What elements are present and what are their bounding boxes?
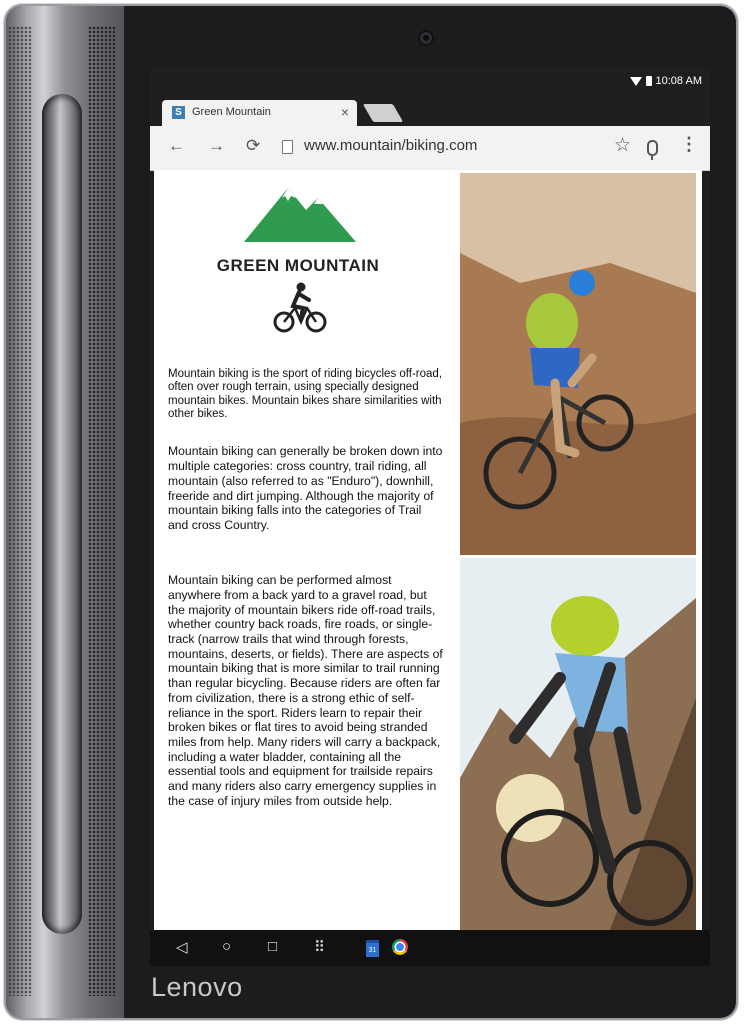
site-brand-title: GREEN MOUNTAIN xyxy=(216,256,380,275)
article-paragraph-intro: Mountain biking is the sport of riding bicycles off-road, often over rough terrain, using specially designed mountain bikes. Mountain bikes share similarities with other bikes. xyxy=(168,367,443,421)
tab-title: Green Mountain xyxy=(192,106,271,118)
browser-tab-strip xyxy=(150,96,710,126)
tablet-device xyxy=(6,6,736,1018)
battery-icon xyxy=(646,76,652,86)
forward-arrow-icon[interactable]: → xyxy=(208,136,225,155)
speaker-bar xyxy=(6,6,124,1018)
article-paragraph-categories: Mountain biking can generally be broken down into multiple categories: cross country, trail riding, all mountain (also referred to as "Enduro"), downhill, freeride and dirt jumping. Although the majority of mountain biking falls into the categories of Trail and cross Country. xyxy=(168,444,443,533)
nav-recents-icon[interactable]: □ xyxy=(268,938,278,955)
speaker-grille-left xyxy=(8,26,32,996)
nav-home-icon[interactable]: ○ xyxy=(222,938,232,955)
browser-tab[interactable] xyxy=(162,100,357,126)
web-page-content xyxy=(154,170,702,930)
back-arrow-icon[interactable]: ← xyxy=(168,136,185,155)
tablet-screen xyxy=(150,68,710,966)
reload-icon[interactable]: ⟳ xyxy=(246,136,261,155)
status-time: 10:08 AM xyxy=(655,75,702,87)
new-tab-button[interactable] xyxy=(363,104,403,122)
device-brand-logo: Lenovo xyxy=(151,972,243,1002)
article-paragraph-terrain: Mountain biking can be performed almost anywhere from a back yard to a gravel road, but the majority of mountain bikers ride off-road trails, whether country back roads, fire roads, or single-track (narrow trails that wind through forests, mountains, deserts, or fields). There are aspects of mountain biking that is more similar to trail running than regular bicycling. Because riders are often far from civilization, there is a strong ethic of self-reliance in the sport. Riders learn to repair their broken bikes or flat tires to avoid being stranded miles from help. Many riders will carry a backpack, including a water bladder, containing all the essential tools and equipment for trailside repairs and many riders also carry emergency supplies in the case of injury miles from outside help. xyxy=(168,573,443,808)
app-drawer-icon[interactable]: ⠿ xyxy=(314,939,325,956)
mountain-logo-icon xyxy=(244,184,356,246)
mountain-biker-photo-desert xyxy=(460,173,696,555)
address-bar[interactable] xyxy=(282,132,698,162)
wifi-icon xyxy=(630,77,642,86)
url-text[interactable]: www.mountain/biking.com xyxy=(304,137,478,154)
site-favicon-icon: S xyxy=(172,106,185,119)
chrome-app-icon[interactable] xyxy=(392,939,408,955)
android-navigation-bar xyxy=(150,930,710,966)
status-bar xyxy=(150,68,710,96)
nav-back-icon[interactable]: ◁ xyxy=(176,939,188,956)
page-info-icon[interactable] xyxy=(282,140,293,154)
mountain-biker-photo-sunset xyxy=(460,558,696,930)
microphone-icon[interactable] xyxy=(647,140,658,156)
front-camera xyxy=(420,32,432,44)
browser-toolbar xyxy=(150,126,710,171)
speaker-grille xyxy=(88,26,116,996)
menu-kebab-icon[interactable]: ⋮ xyxy=(680,134,698,154)
close-tab-icon[interactable]: × xyxy=(340,104,349,120)
kickstand-hinge xyxy=(42,94,82,934)
calendar-app-icon[interactable]: 31 xyxy=(366,940,379,957)
cyclist-icon xyxy=(273,282,327,334)
bookmark-star-icon[interactable]: ☆ xyxy=(614,135,632,156)
